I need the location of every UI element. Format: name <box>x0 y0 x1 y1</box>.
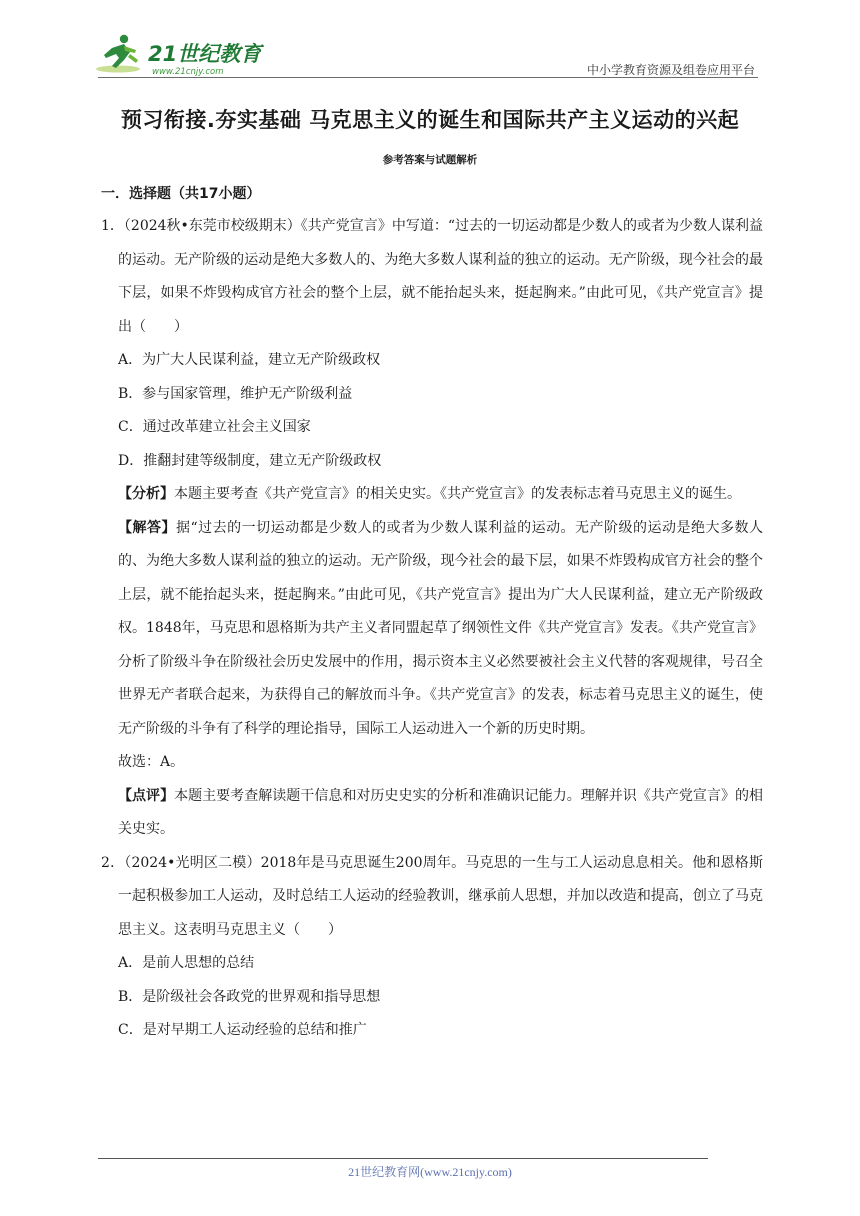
answer-tag: 【解答】 <box>118 519 176 536</box>
question-2 <box>101 847 763 1048</box>
section-heading: 一．选择题（共17小题） <box>101 186 261 202</box>
question-stem: 1．（2024秋•东莞市校级期末）《共产党宣言》中写道：“过去的一切运动都是少数人的或者为少数人谋利益的运动。无产阶级的运动是绝大多数人的、为绝大多数人谋利益的独立的运动。无产阶级，现今社会的最下层，如果不炸毁构成官方社会的整个上层，就不能抬起头来，挺起胸来。”由此可见，《共产党宣言》提出（ ） <box>101 218 763 335</box>
option-a: A．是前人思想的总结 <box>118 955 255 971</box>
option-a: A．为广大人民谋利益，建立无产阶级政权 <box>118 352 381 368</box>
site-logo <box>94 30 264 78</box>
option-c: C．通过改革建立社会主义国家 <box>118 419 311 435</box>
analysis-block <box>101 478 763 512</box>
footer-divider <box>98 1158 708 1159</box>
option-b: B．参与国家管理，维护无产阶级利益 <box>118 385 353 402</box>
header-divider <box>98 77 758 78</box>
answer-block <box>101 512 763 747</box>
answer-text: 据“过去的一切运动都是少数人的或者为少数人谋利益的运动。无产阶级的运动是绝大多数人的、为绝大多数人谋利益的独立的运动。无产阶级，现今社会的最下层，如果不炸毁构成官方社会的整个上层，就不能抬起头来，挺起胸来。”由此可见，《共产党宣言》提出为广大人民谋利益，建立无产阶级政权。1848年，马克思和恩格斯为共产主义者同盟起草了纲领性文件《共产党宣言》发表。《共产党宣言》分析了阶级斗争在阶级社会历史发展中的作用，揭示资本主义必然要被社会主义代替的客观规律，号召全世界无产者联合起来，为获得自己的解放而斗争。《共产党宣言》的发表，标志着马克思主义的诞生，使无产阶级的斗争有了科学的理论指导，国际工人运动进入一个新的历史时期。 <box>118 519 764 737</box>
analysis-text: 本题主要考查《共产党宣言》的相关史实。《共产党宣言》的发表标志着马克思主义的诞生。 <box>174 486 741 502</box>
runner-logo-icon <box>94 30 264 78</box>
document-body <box>101 180 763 1048</box>
logo-url: www.21cnjy.com <box>152 67 224 77</box>
option-c: C．是对早期工人运动经验的总结和推广 <box>118 1022 367 1038</box>
question-stem: 2．（2024•光明区二模）2018年是马克思诞生200周年。马克思的一生与工人运动息息相关。他和恩格斯一起积极参加工人运动，及时总结工人运动的经验教训，继承前人思想，并加以改造和提高，创立了马克思主义。这表明马克思主义（ ） <box>101 854 763 938</box>
page-title: 预习衔接.夯实基础 马克思主义的诞生和国际共产主义运动的兴起 <box>120 108 740 132</box>
logo-text: 21世纪教育 <box>148 42 262 66</box>
analysis-tag: 【分析】 <box>118 486 174 502</box>
comment-tag: 【点评】 <box>118 787 175 804</box>
choice-line: 故选：A。 <box>118 754 185 770</box>
question-1 <box>101 210 763 847</box>
page-subtitle: 参考答案与试题解析 <box>382 154 478 166</box>
page-header <box>0 0 860 80</box>
option-b: B．是阶级社会各政党的世界观和指导思想 <box>118 988 381 1005</box>
footer-link[interactable]: 21世纪教育网(www.21cnjy.com) <box>348 1165 512 1179</box>
platform-name: 中小学教育资源及组卷应用平台 <box>586 63 755 77</box>
comment-block <box>101 780 763 847</box>
option-d: D．推翻封建等级制度，建立无产阶级政权 <box>118 452 382 469</box>
comment-text: 本题主要考查解读题干信息和对历史史实的分析和准确识记能力。理解并识《共产党宣言》的相关史实。 <box>118 787 764 837</box>
